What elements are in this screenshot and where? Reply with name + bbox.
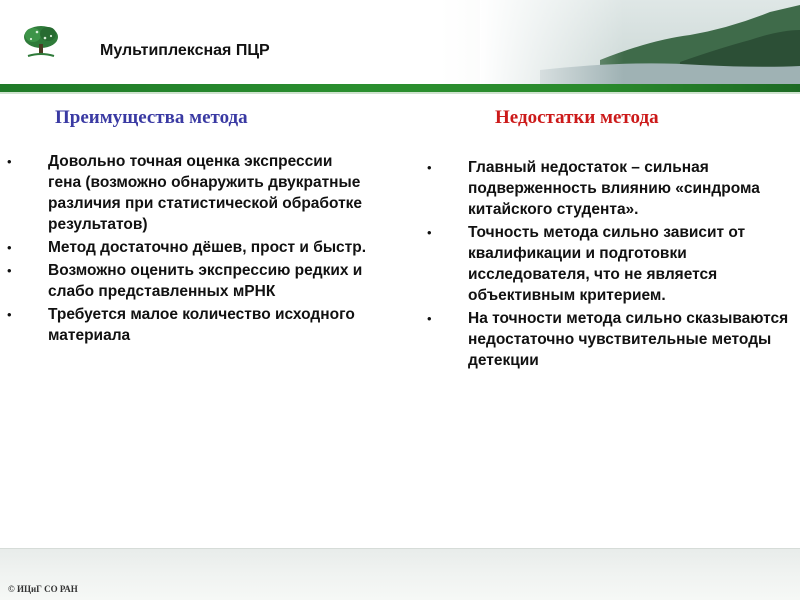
list-item-text: Требуется малое количество исходного материала <box>48 306 355 344</box>
bullet-icon: • <box>7 154 12 169</box>
list-item <box>7 304 367 346</box>
disadvantages-heading: Недостатки метода <box>495 107 659 128</box>
bullet-icon: • <box>7 307 12 322</box>
bullet-icon: • <box>7 263 12 278</box>
header-accent-line <box>0 92 800 94</box>
list-item <box>427 308 795 371</box>
slide-header <box>0 0 800 88</box>
copyright-text: © ИЦиГ СО РАН <box>8 584 78 594</box>
advantages-list <box>7 151 367 348</box>
footer-divider <box>0 548 800 549</box>
list-item-text: Главный недостаток – сильная подверженность влиянию «синдрома китайского студента». <box>468 159 760 218</box>
list-item-text: Возможно оценить экспрессию редких и слабо представленных мРНК <box>48 262 363 300</box>
bullet-icon: • <box>7 240 12 255</box>
list-item-text: Метод достаточно дёшев, прост и быстр. <box>48 239 367 256</box>
list-item <box>427 157 795 220</box>
footer-bar <box>0 548 800 600</box>
list-item <box>427 222 795 306</box>
slide-title: Мультиплексная ПЦР <box>100 42 270 59</box>
bullet-icon: • <box>427 225 432 240</box>
list-item-text: На точности метода сильно сказываются недостаточно чувствительные методы детекции <box>468 310 789 369</box>
bullet-icon: • <box>427 311 432 326</box>
tree-logo-icon <box>20 24 62 60</box>
disadvantages-list <box>427 157 795 373</box>
list-item <box>7 237 367 258</box>
header-accent-bar <box>0 84 800 92</box>
landscape-banner <box>480 0 800 88</box>
list-item <box>7 260 367 302</box>
list-item <box>7 151 367 235</box>
list-item-text: Довольно точная оценка экспрессии гена (возможно обнаружить двукратные различия при статистической обработке результатов) <box>48 153 363 233</box>
advantages-heading: Преимущества метода <box>55 107 248 128</box>
list-item-text: Точность метода сильно зависит от квалификации и подготовки исследователя, что не является объективным критерием. <box>468 224 746 304</box>
bullet-icon: • <box>427 160 432 175</box>
